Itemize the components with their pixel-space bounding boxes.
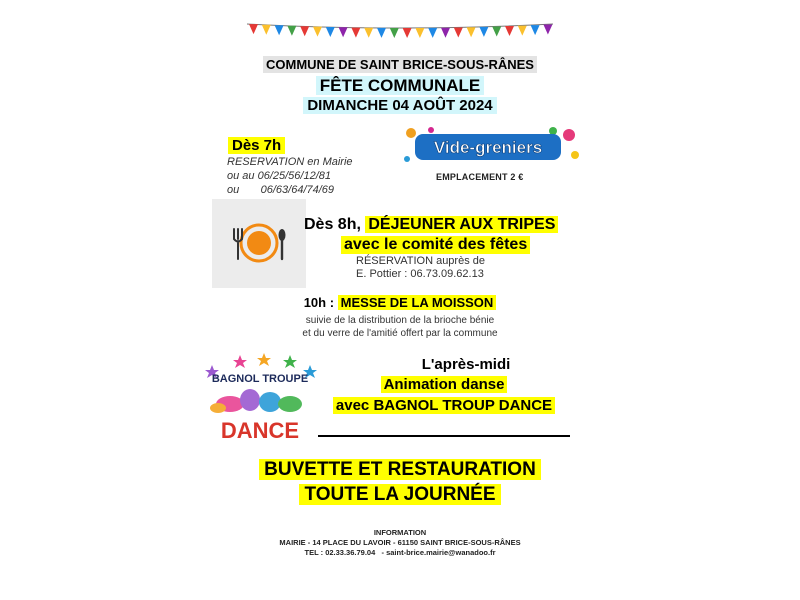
- bunting-flag: [364, 28, 373, 38]
- footer-contact: TEL : 02.33.36.79.04 - saint-brice.mairie@wanadoo.fr: [304, 548, 496, 557]
- bunting-flag: [262, 25, 271, 35]
- bunting-flag: [479, 27, 488, 37]
- messe-subtitle-1: suivie de la distribution de la brioche bénie: [305, 315, 495, 326]
- bunting-flag: [300, 26, 309, 36]
- bagnol-troupe-dance-logo: [200, 352, 320, 444]
- messe-title: MESSE DE LA MOISSON: [338, 295, 497, 310]
- bunting-flag: [339, 27, 348, 37]
- bunting-flag: [275, 25, 284, 35]
- dejeuner-time: Dès 8h,: [304, 216, 361, 233]
- section-divider: [318, 435, 570, 437]
- dejeuner-heading: [304, 216, 558, 234]
- bunting-flag: [454, 27, 463, 37]
- vide-greniers-reservation-3: ou 06/63/64/74/69: [227, 184, 335, 196]
- vide-greniers-logo-text: Vide-greniers: [433, 138, 543, 157]
- bunting-flag: [326, 27, 335, 37]
- bunting-flag: [390, 28, 399, 38]
- bunting-flag: [249, 24, 258, 34]
- bunting-flag: [377, 28, 386, 38]
- event-title: FÊTE COMMUNALE: [0, 76, 800, 96]
- bunting-flag: [543, 25, 552, 35]
- vide-greniers-reservation-1: RESERVATION en Mairie: [227, 156, 353, 168]
- bunting-flag: [415, 28, 424, 38]
- footer-address: MAIRIE - 14 PLACE DU LAVOIR - 61150 SAINT BRICE-SOUS-RÂNES: [279, 538, 521, 547]
- messe-heading: [0, 295, 800, 310]
- commune-title: COMMUNE DE SAINT BRICE-SOUS-RÂNES: [0, 57, 800, 72]
- bunting-flag: [518, 26, 527, 36]
- bunting-flag: [403, 28, 412, 38]
- event-date: DIMANCHE 04 AOÛT 2024: [0, 97, 800, 114]
- footer-title: INFORMATION: [373, 528, 427, 537]
- dance-logo-top-text: BAGNOL TROUPE: [211, 373, 309, 385]
- messe-time: 10h :: [303, 295, 335, 310]
- dejeuner-title: DÉJEUNER AUX TRIPES: [365, 216, 558, 233]
- bunting-flag: [351, 28, 360, 38]
- vide-greniers-logo: [403, 125, 581, 167]
- vide-greniers-reservation-2: ou au 06/25/56/12/81: [227, 170, 331, 182]
- bunting-flag: [287, 26, 296, 36]
- dejeuner-reservation-2: E. Pottier : 06.73.09.62.13: [356, 268, 484, 280]
- emplacement-price: EMPLACEMENT 2 €: [436, 172, 524, 182]
- dance-troupe-line: avec BAGNOL TROUP DANCE: [316, 397, 572, 414]
- plate-cutlery-icon: [212, 199, 306, 288]
- afternoon-label: L'après-midi: [421, 356, 511, 373]
- dejeuner-reservation-1: RÉSERVATION auprès de: [356, 255, 485, 267]
- bunting-flag: [505, 26, 514, 36]
- dejeuner-subtitle: avec le comité des fêtes: [341, 236, 530, 254]
- dance-logo-bottom-text: DANCE: [220, 418, 300, 443]
- buvette-line-2: TOUTE LA JOURNÉE: [0, 484, 800, 506]
- bunting-flag: [467, 27, 476, 37]
- messe-subtitle-2: et du verre de l'amitié offert par la commune: [302, 328, 498, 339]
- bunting-flag: [492, 26, 501, 36]
- dance-animation-line: Animation danse: [316, 376, 572, 393]
- bunting-flag: [531, 25, 540, 35]
- buvette-line-1: BUVETTE ET RESTAURATION: [0, 459, 800, 481]
- vide-greniers-time: Dès 7h: [228, 137, 285, 154]
- bunting-flag: [313, 27, 322, 37]
- bunting-flag: [428, 28, 437, 38]
- bunting-decoration: [245, 18, 555, 44]
- bunting-flag: [441, 28, 450, 38]
